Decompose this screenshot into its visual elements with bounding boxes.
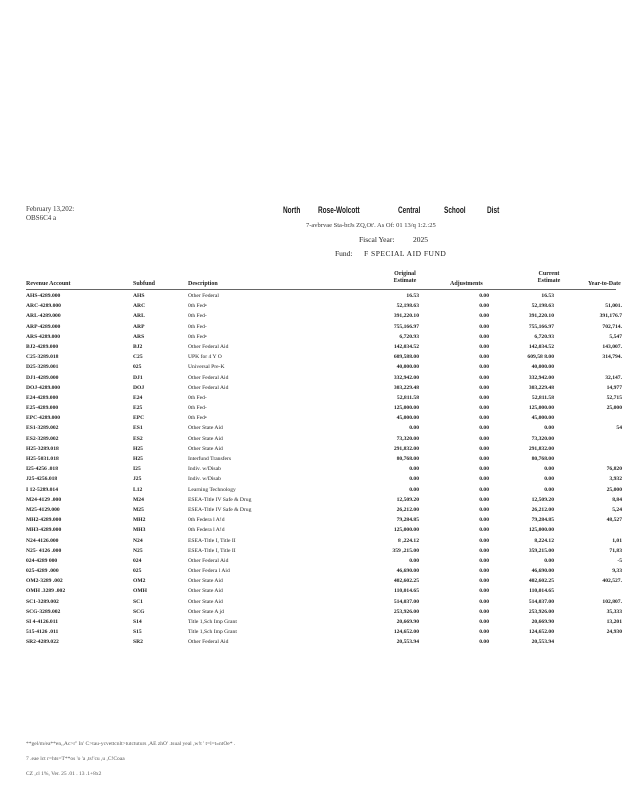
year-to-date-cell: 35,333 [606, 608, 622, 615]
year-to-date-cell: 76,820 [606, 466, 622, 473]
description-cell: Other State Aid [188, 578, 223, 585]
table-row [0, 547, 622, 557]
table-row [0, 598, 622, 608]
table-row [0, 638, 618, 648]
original-estimate-cell: 0.00 [409, 486, 419, 493]
subfund-cell: E24 [133, 394, 143, 401]
account-cell: 025-4289 .000 [26, 568, 59, 575]
description-cell: Other Federal Aid [188, 639, 229, 646]
description-cell: Other Federa l Aid [188, 568, 230, 575]
adjustments-cell: 0.00 [479, 619, 489, 625]
account-cell: 024-4289 000 [26, 557, 58, 564]
account-cell: ES1-3289.002 [26, 425, 59, 432]
year-to-date-cell: -5 [617, 557, 622, 564]
year-to-date-cell: 391,176.7 [599, 313, 622, 320]
revenue-table [0, 292, 622, 649]
account-cell: ARL-4289.000 [26, 313, 61, 320]
subfund-cell: E25 [133, 405, 143, 412]
year-to-date-cell: 54 [616, 425, 622, 432]
table-row [0, 496, 622, 506]
account-cell: DJ1-4289.000 [26, 374, 59, 381]
subfund-cell: J25 [133, 476, 142, 483]
description-cell: 0th Fed- [188, 313, 207, 320]
table-row [0, 577, 622, 587]
year-to-date-cell: 48,527 [606, 517, 622, 524]
table-row [0, 587, 618, 597]
description-cell: Other State Aid [188, 598, 223, 605]
subfund-cell: DJ1 [133, 374, 143, 381]
adjustments-cell: 0.00 [479, 476, 489, 483]
adjustments-cell: 0.00 [479, 394, 489, 401]
original-estimate-cell: 402,602.25 [393, 578, 419, 585]
adjustments-cell: 0.00 [479, 456, 489, 462]
col-subfund: Subfund [133, 281, 156, 287]
account-cell: E24-4289.000 [26, 394, 59, 401]
adjustments-cell: 0.00 [479, 608, 489, 615]
description-cell: UPK for 4 Y O [188, 354, 222, 361]
original-estimate-cell: 303,229.48 [393, 384, 419, 391]
report-date: February 13,202: [26, 205, 75, 213]
col-description: Description [188, 281, 218, 287]
adjustments-cell: 0.00 [479, 568, 489, 575]
table-row [0, 526, 618, 536]
adjustments-cell: 0.00 [479, 415, 489, 422]
col-original: Original Estimate [393, 271, 417, 284]
description-cell: 0th Fed- [188, 394, 207, 401]
subfund-cell: L12 [133, 486, 143, 493]
table-row [0, 363, 618, 373]
subfund-cell: S14 [133, 619, 142, 625]
adjustments-cell: 0.00 [479, 486, 489, 493]
account-cell: I 12-5289.014 [26, 486, 59, 493]
account-cell: I25-4256 .018 [26, 466, 59, 473]
current-estimate-cell: 20,669.90 [531, 619, 554, 625]
adjustments-cell: 0.00 [479, 405, 489, 412]
adjustments-cell: 0.00 [479, 466, 489, 473]
description-cell: ESEA-Title I, Title II [188, 547, 236, 554]
original-estimate-cell: 0.00 [409, 476, 419, 483]
account-cell: ARS-4289.000 [26, 333, 61, 340]
table-row [0, 374, 622, 384]
description-cell: Other State Aid [188, 445, 223, 452]
header-rule [26, 289, 616, 290]
account-cell: H25-3289.018 [26, 445, 59, 452]
table-row [0, 424, 622, 434]
description-cell: Other Federal [188, 293, 219, 299]
current-estimate-cell: 303,229.48 [528, 384, 554, 391]
adjustments-cell: 0.00 [479, 527, 489, 534]
adjustments-cell: 0.00 [479, 445, 489, 452]
subfund-cell: 025 [133, 568, 142, 575]
account-cell: H25-5031.018 [26, 456, 59, 462]
description-cell: Indiv. w/Disab [188, 466, 221, 473]
year-to-date-cell: 13,201 [606, 619, 622, 625]
adjustments-cell: 0.00 [479, 435, 489, 442]
account-cell: BJ2-4289.000 [26, 343, 59, 350]
current-estimate-cell: 402,602.25 [528, 578, 554, 585]
description-cell: 0th Fed• [188, 415, 207, 422]
year-to-date-cell: 143,007. [602, 343, 622, 350]
year-to-date-cell: 25,000 [606, 405, 622, 412]
account-cell: SCG-3289.002 [26, 608, 61, 615]
description-cell: Other State Aid [188, 588, 223, 595]
subfund-cell: ES1 [133, 425, 143, 432]
account-cell: ARP-4289.000 [26, 323, 61, 330]
account-cell: M24-4129 .000 [26, 496, 62, 503]
original-estimate-cell: 332,942.00 [393, 374, 419, 381]
year-to-date-cell: 71,83 [609, 547, 622, 554]
fund-label: Fund: [335, 249, 353, 258]
original-estimate-cell: 142,034.52 [393, 343, 419, 350]
account-cell: SI 4-4126.011 [26, 619, 59, 625]
description-cell: Other State Aid [188, 435, 223, 442]
subfund-cell: H25 [133, 456, 143, 462]
year-to-date-cell: 32,147. [605, 374, 622, 381]
description-cell: Indiv. w/Disab [188, 476, 221, 483]
col-current: Current Estimate [537, 271, 561, 284]
current-estimate-cell: 142,034.52 [528, 343, 554, 350]
original-estimate-cell: 12,509.20 [396, 496, 419, 503]
subfund-cell: M24 [133, 496, 144, 503]
original-estimate-cell: 0.00 [409, 557, 419, 564]
description-cell: 0th Federa l A!d [188, 517, 225, 524]
description-cell: 0th Fed- [188, 323, 207, 330]
subfund-cell: ARP [133, 323, 145, 330]
original-estimate-cell: 45,000.00 [396, 415, 419, 422]
subfund-cell: OMH [133, 588, 147, 595]
table-row [0, 537, 622, 547]
table-row [0, 567, 622, 577]
original-estimate-cell: 73,320.00 [396, 435, 419, 442]
footer-version: CZ ,cl 1%, Ver. 25 .01 . 13 .1+8x2 [26, 771, 102, 777]
current-estimate-cell: 0.00 [544, 486, 554, 493]
account-cell: MH2-4289.000 [26, 517, 62, 524]
current-estimate-cell: 124,652.00 [528, 629, 554, 636]
original-estimate-cell: 514,037.00 [393, 598, 419, 605]
original-estimate-cell: 79,284.85 [396, 517, 419, 524]
description-cell: 0th Fed• [188, 333, 207, 340]
current-estimate-cell: 20,553.94 [531, 639, 554, 646]
table-row [0, 506, 622, 516]
subfund-cell: ARL [133, 313, 145, 320]
original-estimate-cell: 125,000.00 [393, 405, 419, 412]
original-estimate-cell: 80,768.00 [396, 456, 419, 462]
year-to-date-cell: 402,527. [602, 578, 622, 585]
subfund-cell: MH3 [133, 527, 146, 534]
current-estimate-cell: 26,212.00 [531, 506, 554, 513]
title-word-4: School [444, 205, 466, 215]
original-estimate-cell: 609,588.00 [393, 354, 419, 361]
original-estimate-cell: 0.00 [409, 466, 419, 473]
report-id: OBS6C4 a [26, 214, 57, 222]
adjustments-cell: 0.00 [479, 343, 489, 350]
account-cell: D25-3289.001 [26, 364, 59, 371]
original-estimate-cell: 26,212.00 [396, 506, 419, 513]
subfund-cell: AHS [133, 293, 145, 299]
title-word-2: Rose-Wolcott [318, 205, 360, 215]
original-estimate-cell: 20,669.90 [396, 619, 419, 625]
adjustments-cell: 0.00 [479, 303, 489, 310]
current-estimate-cell: 0.00 [544, 557, 554, 564]
current-estimate-cell: 332,942.00 [528, 374, 554, 381]
subfund-cell: 024 [133, 557, 142, 564]
original-estimate-cell: 125,000.00 [393, 527, 419, 534]
original-estimate-cell: 6,720.93 [399, 333, 419, 340]
subfund-cell: 025 [133, 364, 142, 371]
table-row [0, 323, 622, 333]
col-ytd: Year-to-Date [588, 281, 621, 287]
table-row [0, 475, 622, 485]
original-estimate-cell: 253,926.00 [393, 608, 419, 615]
subfund-cell: ES2 [133, 435, 143, 442]
current-estimate-cell: 391,220.10 [528, 313, 554, 320]
original-estimate-cell: 110,014.65 [394, 588, 419, 595]
subfund-cell: N25 [133, 547, 143, 554]
current-estimate-cell: 514,037.00 [528, 598, 554, 605]
report-subtitle: 7-avbrvae Sta-brJs ZQ,Ot'. As Of: 01 13/q 1:2.:25 [306, 222, 436, 229]
subfund-cell: C25 [133, 354, 143, 361]
adjustments-cell: 0.00 [479, 323, 489, 330]
current-estimate-cell: 12,509.20 [531, 496, 554, 503]
adjustments-cell: 0.00 [479, 333, 489, 340]
adjustments-cell: 0.00 [479, 354, 489, 361]
subfund-cell: ARS [133, 333, 145, 340]
title-word-5: Dist [487, 205, 500, 215]
table-row [0, 608, 622, 618]
year-to-date-cell: 14,977 [606, 384, 622, 391]
current-estimate-cell: 52,811.58 [531, 394, 554, 401]
adjustments-cell: 0.00 [479, 384, 489, 391]
footer-note-2: 7 .eae lct r=hts=T**os 'o 'a ,ts!'cu ,u ,C!Coaa [26, 756, 125, 762]
account-cell: N24-4126.000 [26, 537, 59, 544]
subfund-cell: I25 [133, 466, 141, 473]
subfund-cell: SC1 [133, 598, 143, 605]
account-cell: OMH .3289 .002 [26, 588, 66, 595]
year-to-date-cell: 102,807. [602, 598, 622, 605]
current-estimate-cell: 110,014.65 [529, 588, 554, 595]
current-estimate-cell: 52,198.63 [531, 303, 554, 310]
adjustments-cell: 0.00 [479, 598, 489, 605]
year-to-date-cell: 25,000 [606, 486, 622, 493]
footer-note-1: **gel/m/ea**en,,Ac>r'' In' C>tau-ycvettcnlt>tutctuturs ,AE zhO' .tsual yeal ,w!t ' t=l=t»ntOe* . [26, 741, 236, 747]
account-cell: N25- 4126 .000 [26, 547, 62, 554]
current-estimate-cell: 0.00 [544, 476, 554, 483]
title-word-1: North [283, 205, 301, 215]
description-cell: Interfund Transfers [188, 456, 232, 462]
subfund-cell: MH2 [133, 517, 146, 524]
report-meta [26, 205, 74, 223]
subfund-cell: M25 [133, 506, 144, 513]
adjustments-cell: 0.00 [479, 313, 489, 320]
original-estimate-cell: 20,553.94 [396, 639, 419, 646]
description-cell: 0th Fed• [188, 303, 207, 310]
original-estimate-cell: 124,652.00 [393, 629, 419, 636]
table-row [0, 343, 622, 353]
description-cell: Title 1,Sch Imp Grant [188, 619, 237, 625]
current-estimate-cell: 8,224.12 [534, 537, 554, 544]
account-cell: ARC-4289.000 [26, 303, 61, 310]
current-estimate-cell: 0.00 [544, 425, 554, 432]
table-row [0, 516, 622, 526]
subfund-cell: EPC [133, 415, 145, 422]
col-account: Revenue Account [26, 281, 71, 287]
col-adjustments: Adjustments [450, 281, 483, 287]
subfund-cell: BJ2 [133, 343, 143, 350]
year-to-date-cell: 51,001. [605, 303, 622, 310]
adjustments-cell: 0.00 [479, 517, 489, 524]
original-estimate-cell: 52,811.58 [396, 394, 419, 401]
table-row [0, 455, 618, 465]
adjustments-cell: 0.00 [479, 293, 489, 299]
adjustments-cell: 0.00 [479, 629, 489, 636]
adjustments-cell: 0.00 [479, 557, 489, 564]
table-row [0, 312, 622, 322]
account-cell: M25-4129.000 [26, 506, 60, 513]
subfund-cell: SCG [133, 608, 145, 615]
year-to-date-cell: 8,84 [612, 496, 622, 503]
account-cell: ES2-3289.002 [26, 435, 59, 442]
current-estimate-cell: 40,000.00 [531, 364, 554, 371]
description-cell: Other Federal Aid [188, 384, 229, 391]
table-row [0, 394, 622, 404]
account-cell: OM2-3289 .002 [26, 578, 63, 585]
table-row [0, 292, 618, 302]
subfund-cell: S15 [133, 629, 142, 636]
description-cell: ESEA-Title IV Safe & Drug [188, 506, 252, 513]
year-to-date-cell: 52,715 [606, 394, 622, 401]
description-cell: ESEA-Title I, Title II [188, 537, 236, 544]
adjustments-cell: 0.00 [479, 588, 489, 595]
year-to-date-cell: 3,932 [609, 476, 622, 483]
original-estimate-cell: 391,220.10 [393, 313, 419, 320]
year-to-date-cell: 24,930 [606, 629, 622, 636]
year-to-date-cell: 5,24 [612, 506, 622, 513]
description-cell: Other Federal Aid [188, 343, 229, 350]
account-cell: J25-4256.018 [26, 476, 58, 483]
description-cell: Other State A jd [188, 608, 224, 615]
table-row [0, 353, 622, 363]
account-cell: SC1-3289.002 [26, 598, 59, 605]
subfund-cell: SR2 [133, 639, 143, 646]
account-cell: SR2-4289.022 [26, 639, 59, 646]
description-cell: Other Federal Aid [188, 374, 229, 381]
current-estimate-cell: 125,000.00 [528, 527, 554, 534]
current-estimate-cell: 291,832.00 [528, 445, 554, 452]
year-to-date-cell: 1,01 [612, 537, 622, 544]
year-to-date-cell: 314,794. [602, 354, 622, 361]
subfund-cell: OM2 [133, 578, 146, 585]
adjustments-cell: 0.00 [479, 425, 489, 432]
account-cell: MH3-4289.000 [26, 527, 62, 534]
original-estimate-cell: 16.53 [406, 293, 419, 299]
description-cell: 0th Fed- [188, 405, 207, 412]
original-estimate-cell: 755,166.97 [393, 323, 419, 330]
current-estimate-cell: 80,768.00 [531, 456, 554, 462]
table-row [0, 302, 622, 312]
current-estimate-cell: 125,000.00 [528, 405, 554, 412]
current-estimate-cell: 79,284.85 [531, 517, 554, 524]
adjustments-cell: 0.00 [479, 364, 489, 371]
account-cell: E25-4289.000 [26, 405, 59, 412]
original-estimate-cell: 52,198.63 [396, 303, 419, 310]
account-cell: 515-4126 .011 [26, 629, 59, 636]
subfund-cell: ARC [133, 303, 146, 310]
current-estimate-cell: 46,690.00 [531, 568, 554, 575]
adjustments-cell: 0.00 [479, 496, 489, 503]
subfund-cell: N24 [133, 537, 143, 544]
table-row [0, 557, 622, 567]
current-estimate-cell: 45,000.00 [531, 415, 554, 422]
adjustments-cell: 0.00 [479, 537, 489, 544]
subfund-cell: DOJ [133, 384, 145, 391]
current-estimate-cell: 16.53 [541, 293, 554, 299]
adjustments-cell: 0.00 [479, 578, 489, 585]
description-cell: Other Federal Aid [188, 557, 229, 564]
table-row [0, 435, 618, 445]
original-estimate-cell: 40,000.00 [396, 364, 419, 371]
table-row [0, 333, 622, 343]
current-estimate-cell: 359,215.00 [528, 547, 554, 554]
original-estimate-cell: 46,690.00 [396, 568, 419, 575]
description-cell: Other State Aid [188, 425, 223, 432]
account-cell: EPC-4289.000 [26, 415, 61, 422]
current-estimate-cell: 253,926.00 [528, 608, 554, 615]
adjustments-cell: 0.00 [479, 506, 489, 513]
fiscal-label: Fiscal Year: [359, 235, 395, 244]
year-to-date-cell: 5,547 [609, 333, 622, 340]
adjustments-cell: 0.00 [479, 547, 489, 554]
adjustments-cell: 0.00 [479, 374, 489, 381]
description-cell: Universal Pre-K [188, 364, 225, 371]
original-estimate-cell: 8 ,224.12 [398, 537, 419, 544]
account-cell: C25-3289.018 [26, 354, 59, 361]
original-estimate-cell: 359 ,215.00 [392, 547, 419, 554]
current-estimate-cell: 609,58 8.00 [527, 354, 554, 361]
table-row [0, 404, 622, 414]
table-row [0, 414, 618, 424]
fund-code: F SPECIAL AID FUND [364, 249, 447, 258]
current-estimate-cell: 0.00 [544, 466, 554, 473]
year-to-date-cell: 9,33 [612, 568, 622, 575]
table-row [0, 465, 622, 475]
account-cell: AHS-4289.000 [26, 293, 61, 299]
original-estimate-cell: 0.00 [409, 425, 419, 432]
table-row [0, 628, 622, 638]
description-cell: Title 1,Sch Imp Grant [188, 629, 237, 636]
year-to-date-cell: 702,714. [602, 323, 622, 330]
fiscal-year: 2025 [413, 235, 428, 244]
table-row [0, 486, 622, 496]
description-cell: ESEA-Title IV Safe & Drug [188, 496, 252, 503]
table-row [0, 618, 622, 628]
original-estimate-cell: 291,832.00 [393, 445, 419, 452]
table-row [0, 384, 622, 394]
current-estimate-cell: 755,166.97 [528, 323, 554, 330]
table-row [0, 445, 618, 455]
title-word-3: Central [398, 205, 421, 215]
subfund-cell: H25 [133, 445, 143, 452]
current-estimate-cell: 6,720.93 [534, 333, 554, 340]
current-estimate-cell: 73,320.00 [531, 435, 554, 442]
account-cell: DOJ-4289.000 [26, 384, 61, 391]
description-cell: 0th Federa l A!d [188, 527, 225, 534]
description-cell: Learning Technology [188, 486, 236, 493]
adjustments-cell: 0.00 [479, 639, 489, 646]
